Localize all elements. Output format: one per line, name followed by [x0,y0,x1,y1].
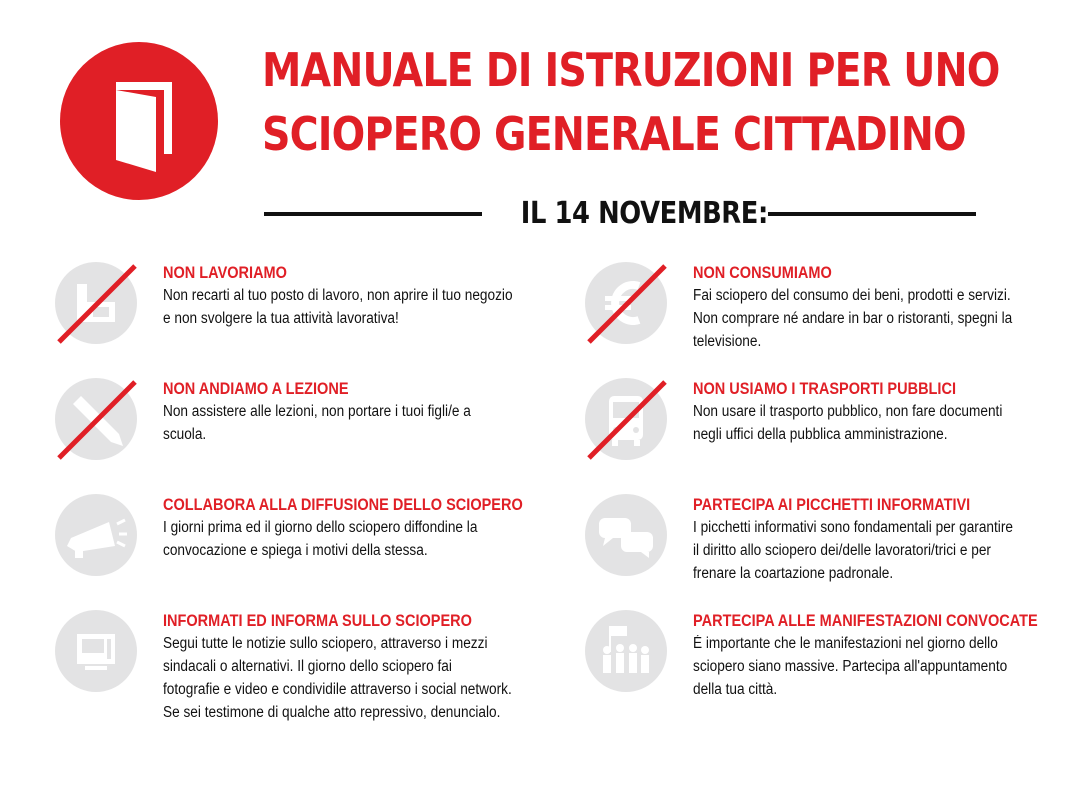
description-line: I giorni prima ed il giorno dello sciopero diffondine la [163,519,478,536]
item-title: NON ANDIAMO A LEZIONE [163,380,349,398]
bus-icon [585,378,667,460]
description-line: Se sei testimone di qualche atto repressivo, denuncialo. [163,704,501,721]
item-title: NON USIAMO I TRASPORTI PUBBLICI [693,380,956,398]
workplace-icon [55,262,137,344]
description-line: il diritto allo sciopero dei/delle lavoratori/trici e per [693,542,991,559]
description-line: della tua città. [693,681,778,698]
item-description [163,516,533,562]
item-title: NON LAVORIAMO [163,264,287,282]
item-title: INFORMATI ED INFORMA SULLO SCIOPERO [163,612,472,630]
item-title: PARTECIPA AI PICCHETTI INFORMATIVI [693,496,971,514]
euro-icon [585,262,667,344]
subtitle: IL 14 NOVEMBRE: [520,196,768,231]
description-line: convocazione e spiega i motivi della stessa. [163,542,428,559]
description-line: Non usare il trasporto pubblico, non fare documenti [693,403,1003,420]
title-line-1: MANUALE DI ISTRUZIONI PER UNO [262,43,1000,97]
description-line: fotografie e video e condividile attraverso i social network. [163,681,512,698]
item-description [693,516,1063,585]
description-line: Fai sciopero del consumo dei beni, prodotti e servizi. [693,287,1011,304]
description-line: televisione. [693,333,762,350]
description-line: sindacali o alternativi. Il giorno dello sciopero fai [163,658,452,675]
megaphone-icon [55,494,137,576]
description-line: É importante che le manifestazioni nel giorno dello [693,635,998,652]
item-description [163,632,533,724]
description-line: Segui tutte le notizie sullo sciopero, attraverso i mezzi [163,635,488,652]
speech-bubbles-icon [585,494,667,576]
description-line: e non svolgere la tua attività lavorativa! [163,310,399,327]
pencil-icon [55,378,137,460]
item-description [693,400,1063,446]
right-divider [768,212,976,216]
description-line: Non comprare né andare in bar o ristoranti, spegni la [693,310,1013,327]
description-line: Non recarti al tuo posto di lavoro, non aprire il tuo negozio [163,287,513,304]
item-title: NON CONSUMIAMO [693,264,832,282]
door-logo-icon [60,42,218,200]
description-line: negli uffici della pubblica amministrazione. [693,426,948,443]
item-title: PARTECIPA ALLE MANIFESTAZIONI CONVOCATE [693,612,1038,630]
left-divider [264,212,482,216]
description-line: sciopero siano massive. Partecipa all'appuntamento [693,658,1008,675]
item-description [693,284,1063,353]
description-line: Non assistere alle lezioni, non portare i tuoi figli/e a [163,403,471,420]
computer-icon [55,610,137,692]
subtitle-row [264,193,976,235]
crowd-icon [585,610,667,692]
item-description [693,632,1063,701]
description-line: scuola. [163,426,207,443]
page-title [262,38,1000,166]
item-description [163,284,533,330]
description-line: frenare la coartazione padronale. [693,565,894,582]
description-line: I picchetti informativi sono fondamentali per garantire [693,519,1013,536]
item-description [163,400,533,446]
item-title: COLLABORA ALLA DIFFUSIONE DELLO SCIOPERO [163,496,523,514]
title-line-2: SCIOPERO GENERALE CITTADINO [262,107,966,161]
